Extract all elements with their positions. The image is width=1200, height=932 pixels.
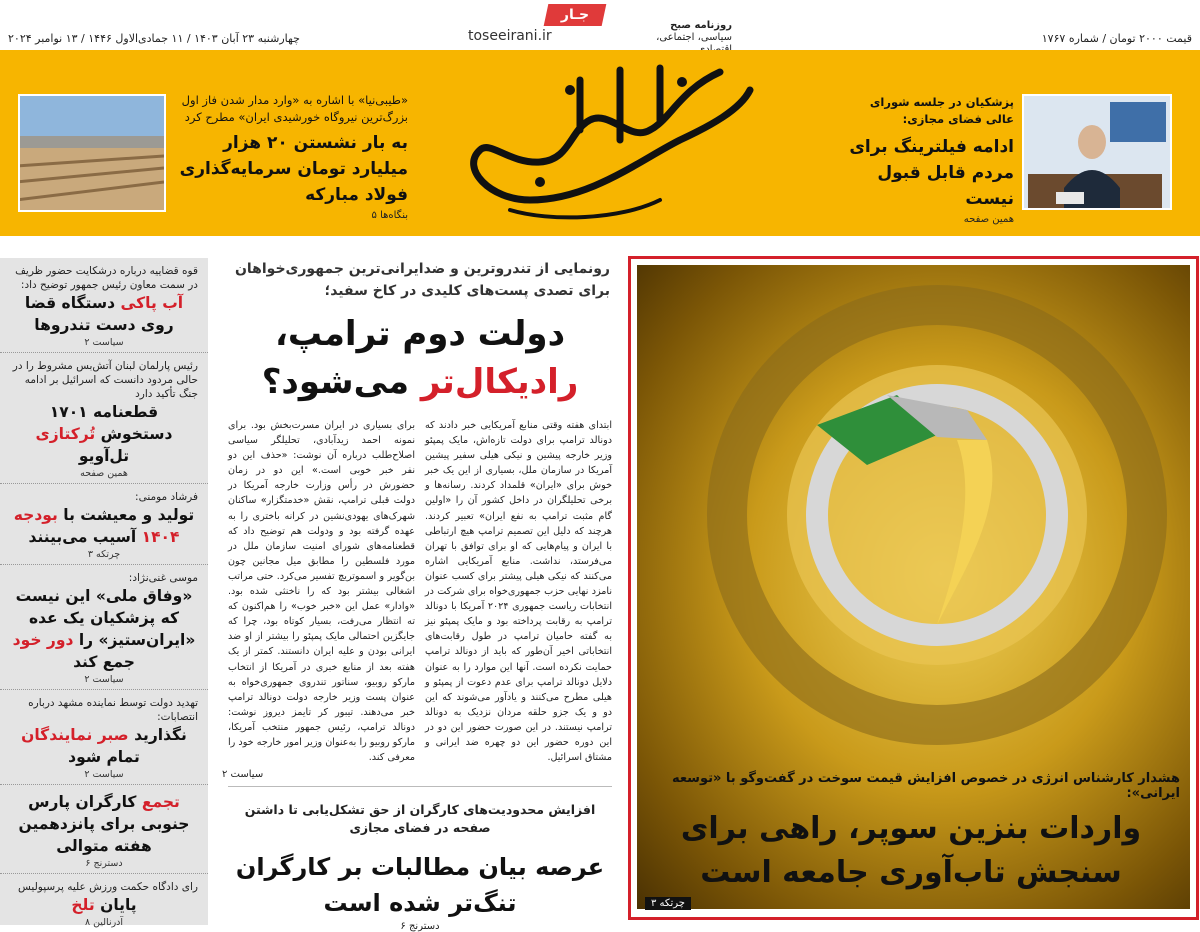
trump-article-col-right: ابتدای هفته وقتی منابع آمریکایی خبر دادند که دونالد ترامپ برای دولت تازه‌اش، مایک پمپئو وزیر خارجه پیشین و نیکی هیلی سفیر پیشین آمریکا در سازمان ملل، بسیاری از این یک خبر خوش برای «ایران» قلمداد کردند. رسانه‌ها و برخی تحلیلگران در داخل کشور آن را «اولین گام مثبت ترامپ به نفع ایران» تعبیر کردند. هرچند که دلیل این تصمیم ترامپ هیچ ارتباطی با ایران و پیام‌هایی که او برای توافق با تهران می‌فرستد، نداشت. منابع آمریکایی اشاره می‌کنند که نیکی هیلی پیشتر برای کسب عنوان نامزد نهایی حزب جمهوری‌خواه برای شرکت در انتخابات ریاست جمهوری ۲۰۲۴ آمریکا با دونالد ترامپ به رقابت پرداخته بود و مایک پمپئو نیز به گفته حامیان ترامپ در طول رقابت‌های انتخاباتی اخیر آن‌طور که باید از دونالد ترامپ حمایت نکرده است. آنها این موارد را به عنوان دلایل دونالد ترامپ برای عدم دعوت از پمپئو و هیلی مطرح می‌کنند و یادآور می‌شوند که این دو و یک جزو حلقه مردان نزدیک به دونالد ترامپ نیستند. در این صورت حضور این دو در این دوره حضور این دو چهره ضد ایرانی و مشتاق اسرائیل. xyxy=(425,420,612,764)
left-story-1-kicker: قوه قضاییه درباره درشکایت حضور ظریف در سمت معاون رئیس جمهور توضیح داد: xyxy=(15,265,198,291)
workers-headline[interactable]: عرصه بیان مطالبات بر کارگران تنگ‌تر شده است xyxy=(235,853,605,918)
photo-pezeshkian xyxy=(1022,94,1172,210)
left-story-1[interactable] xyxy=(0,258,208,353)
left-story-3[interactable] xyxy=(0,484,208,565)
landscape-icon xyxy=(18,96,164,212)
left-story-5-headline-red: صبر نمایندگان xyxy=(21,726,129,744)
left-story-6[interactable] xyxy=(0,785,208,874)
band-left-kicker: «طیبی‌نیا» با اشاره به «وارد مدار شدن فاز اول بزرگ‌ترین نیروگاه خورشیدی ایران» مطرح کرد xyxy=(181,93,408,124)
trump-article-body xyxy=(222,418,618,765)
left-story-7-kicker: رای دادگاه حکمت ورزش علیه پرسپولیس xyxy=(18,881,198,893)
photo-solar-farm xyxy=(18,94,166,212)
left-story-1-headline-red: آب پاکی xyxy=(120,294,184,312)
left-story-5-headline[interactable] xyxy=(10,724,198,768)
left-story-2-headline-a: قطعنامه ۱۷۰۱ xyxy=(49,403,159,421)
trump-headline-line2: می‌شود؟ xyxy=(261,362,410,402)
band-right-kicker: پزشکیان در جلسه شورای عالی فضای مجازی: xyxy=(869,95,1014,126)
band-left-ref: بنگاه‌ها ۵ xyxy=(371,210,408,221)
workers-ref: دسترنج ۶ xyxy=(400,921,440,932)
left-story-5-headline-b: تمام شود xyxy=(68,748,140,766)
masthead-logo xyxy=(420,50,780,236)
top-strip xyxy=(0,0,1200,50)
left-story-3-headline-red: بودجه ۱۴۰۴ xyxy=(13,506,180,546)
left-story-7-ref: آدرنالین ۸ xyxy=(84,917,124,928)
left-story-3-kicker: فرشاد مومنی: xyxy=(135,491,198,503)
left-story-5-ref: سیاست ۲ xyxy=(84,769,124,780)
left-story-5[interactable] xyxy=(0,690,208,785)
left-story-6-ref: دسترنج ۶ xyxy=(85,858,123,869)
left-story-4-headline[interactable] xyxy=(10,585,198,673)
feature-ref: چرتکه ۳ xyxy=(645,897,691,910)
left-story-2[interactable] xyxy=(0,353,208,484)
paper-kind-1: روزنامه صبح xyxy=(670,20,732,31)
left-story-7-headline[interactable] xyxy=(10,894,198,916)
date-line: چهارشنبه ۲۳ آبان ۱۴۰۳ / ۱۱ جمادی‌الاول ۱۴۴۶ / ۱۳ نوامبر ۲۰۲۴ xyxy=(8,32,300,45)
left-story-4-ref: سیاست ۲ xyxy=(84,674,124,685)
issue-line: قیمت ۲۰۰۰ تومان / شماره ۱۷۶۷ xyxy=(1041,32,1192,45)
trump-headline-red: رادیکال‌تر xyxy=(420,362,579,402)
left-story-7-headline-a: پایان xyxy=(100,896,137,914)
left-story-2-ref: همین صفحه xyxy=(80,468,128,479)
portrait-icon xyxy=(1022,96,1170,210)
left-story-6-headline[interactable] xyxy=(10,791,198,857)
site-logo[interactable] xyxy=(544,4,607,26)
left-story-3-headline-a: تولید و معیشت با xyxy=(63,506,195,524)
divider xyxy=(228,786,612,787)
left-story-1-headline-text: دستگاه قضا روی دست تندروها xyxy=(24,294,174,334)
fuel-nozzle-icon xyxy=(637,265,1190,765)
middle-column xyxy=(222,258,618,932)
left-story-2-headline-b: دستخوش xyxy=(100,425,173,443)
trump-article-ref: سیاست ۲ xyxy=(222,769,264,781)
left-story-4[interactable] xyxy=(0,565,208,690)
left-story-5-kicker: تهدید دولت توسط نماینده مشهد درباره انتصابات: xyxy=(28,697,198,723)
left-story-3-headline-b: آسیب می‌بینند xyxy=(28,528,137,546)
left-story-2-headline[interactable] xyxy=(10,401,198,467)
workers-kicker: افزایش محدودیت‌های کارگران از حق تشکل‌یابی تا داشتن صفحه در فضای مجازی xyxy=(244,802,596,836)
trump-kicker: رونمایی از تندروترین و ضدایرانی‌ترین جمهوری‌خواهان برای تصدی پست‌های کلیدی در کاخ سفید؛ xyxy=(234,261,610,299)
left-story-1-ref: سیاست ۲ xyxy=(84,337,124,348)
left-story-2-headline-red: تُرکتازی xyxy=(35,425,96,443)
band-right-headline[interactable]: ادامه فیلترینگ برای مردم قابل قبول نیست xyxy=(849,137,1014,209)
band-right-ref: همین صفحه xyxy=(963,214,1014,225)
band-right-story[interactable] xyxy=(844,94,1014,225)
left-story-2-kicker: رئیس پارلمان لبنان آتش‌بس مشروط را در حالی مردود دانست که اسرائیل بر ادامه جنگ تأکید دارد xyxy=(12,360,198,400)
trump-headline[interactable] xyxy=(222,310,618,406)
left-story-3-ref: چرتکه ۳ xyxy=(87,549,121,560)
masthead-band xyxy=(0,50,1200,236)
feature-story[interactable] xyxy=(628,256,1199,920)
site-url[interactable]: toseeirani.ir xyxy=(468,28,552,44)
site-logo-text: جـار xyxy=(560,7,590,23)
band-left-story[interactable] xyxy=(172,92,408,221)
left-story-6-headline-red: تجمع xyxy=(141,793,180,811)
left-story-2-headline-c: تل‌آویو xyxy=(78,447,130,465)
left-story-4-headline-a: «وفاق ملی» این نیست که پزشکیان یک عده «ایران‌ستیز» را xyxy=(15,587,196,649)
left-story-7-headline-red: تلخ xyxy=(71,896,95,914)
trump-headline-line1: دولت دوم ترامپ، xyxy=(274,314,566,354)
left-story-7[interactable] xyxy=(0,874,208,932)
feature-kicker: هشدار کارشناس انرژی در خصوص افزایش قیمت سوخت در گفت‌وگو با «توسعه ایرانی»: xyxy=(671,771,1180,801)
feature-headline[interactable]: واردات بنزین سوپر، راهی برای سنجش تاب‌آوری جامعه است xyxy=(680,811,1142,890)
paper-kind-2: سیاسی، اجتماعی، xyxy=(656,32,732,43)
band-left-headline[interactable]: به بار نشستن ۲۰ هزار میلیارد تومان سرمایه‌گذاری فولاد مبارکه xyxy=(179,133,408,205)
left-story-3-headline[interactable] xyxy=(10,504,198,548)
left-story-6-headline-a: کارگران پارس جنوبی برای پانزدهمین هفته متوالی xyxy=(18,793,190,855)
left-story-4-kicker: موسی غنی‌نژاد: xyxy=(128,572,198,584)
left-news-column xyxy=(0,258,208,928)
trump-article-col-left: برای بسیاری در ایران مسرت‌بخش بود. برای نمونه احمد زیدآبادی، تحلیلگر سیاسی اصلاح‌طلب درباره آن نوشت: «حذف این دو نفر خبر خوبی است.» این دو در زمان حضورش در رأس وزارت خارجه آمریکا در دولت قبلی ترامپ، نقش «خدمتگزار» ساکنان شهرک‌های یهودی‌نشین در کرانه باختری را به عهده گرفته بود و ودولت هم توضیح داد که قطعنامه‌های شورای امنیت سازمان ملل در مورد فلسطین را مطابق میل مجانین چون بن‌گویر و اسموتریچ تفسیر می‌کرد. حتی مراتب اشغالی بیشتر بود که را ناخنثی شده بود. «وادار» عمل این «خبر خوب» را هم‌اکنون که ته انتظار می‌رفت، بسیار کوتاه بود، چرا که جایگزین احتمالی مایک پمپئو را بیشتر از او ضد ایرانی بودن و علیه ایران دانستند. کمتر از یک هفته بعد از منابع خبری در آمریکا از انتخاب مارکو روبیو، سناتور تندروی جمهوری‌خواه به عنوان پست وزیر خارجه دولت دونالد ترامپ خبر می‌دهند. تیبور کر تایمز دیروز نوشت: دونالد ترامپ، رئیس جمهور منتخب آمریکا، مارکو روبیو را به‌عنوان وزیر امور خارجه خود را معرفی کند. xyxy=(228,420,415,764)
left-story-5-headline-a: نگذارید xyxy=(134,726,187,744)
left-story-1-headline[interactable] xyxy=(10,292,198,336)
left-story-4-headline-red: دور خود xyxy=(12,631,74,649)
left-story-4-headline-b: جمع کند xyxy=(73,653,135,671)
